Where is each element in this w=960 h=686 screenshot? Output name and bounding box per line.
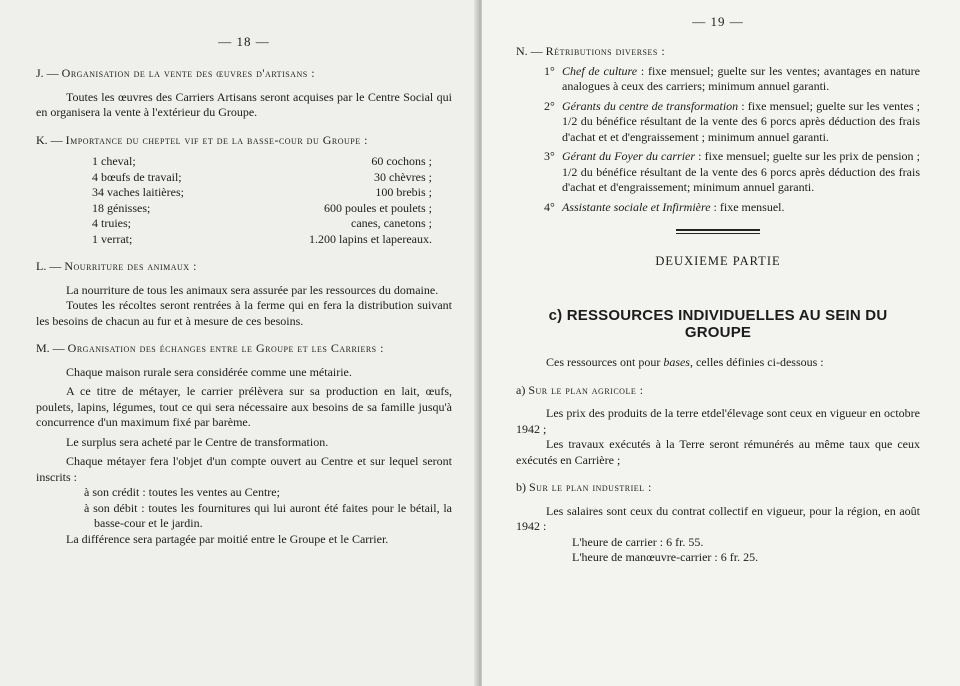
list-item: 3° Gérant du Foyer du carrier : fixe mensuel; guelte sur les prix de pension ; 1/2 du bénéfice résultant de la vente des 6 porcs après déduction des frais d'achat et d'engraissement; minimum annuel garanti.: [544, 149, 920, 194]
page-number-right: — 19 —: [692, 14, 744, 29]
list-item: L'heure de carrier : 6 fr. 55.: [572, 534, 704, 549]
divider: [676, 229, 760, 231]
page-right: [482, 0, 960, 686]
page-number-left: — 18 —: [218, 34, 270, 49]
section-j-text: Toutes les œuvres des Carriers Artisans seront acquises par le Centre Social qui en organisera la vente à l'extérieur du Groupe.: [36, 89, 452, 119]
intro-text: Ces ressources ont pour bases, celles définies ci-dessous :: [546, 355, 824, 369]
section-a-heading: a) Sur le plan agricole :: [516, 382, 644, 397]
section-b-p1: Les salaires sont ceux du contrat collectif en vigueur, pour la région, en août 1942 :: [516, 503, 920, 533]
section-title: c) RESSOURCES INDIVIDUELLES AU SEIN DU GROUPE: [548, 307, 888, 341]
section-n-heading: N. — Rétributions diverses :: [516, 44, 666, 58]
section-a-p2: Les travaux exécutés à la Terre seront rémunérés au même taux que ceux exécutés en Carrière ;: [516, 437, 920, 467]
section-k-heading: K. — Importance du cheptel vif et de la basse-cour du Groupe :: [36, 132, 368, 147]
list-item: 1° Chef de culture : fixe mensuel; guelte sur les ventes; avantages en nature analogues à ceux des carriers; minimum annuel garanti.: [544, 63, 920, 93]
page-left: [0, 0, 478, 686]
section-m-heading: M. — Organisation des échanges entre le Groupe et les Carriers :: [36, 341, 384, 355]
list-item: 2° Gérants du centre de transformation : fixe mensuel; guelte sur les ventes ; 1/2 du bénéfice résultant de la vente des 6 porcs après déduction des frais d'achat et et d'engraissement ; minimum annuel garanti.: [544, 98, 920, 144]
account-list: [84, 485, 452, 532]
livestock-col-2: 60 cochons ; 30 chèvres ; 100 brebis ; 600 poules et poulets ; canes, canetons ; 1.200 lapins et lapereaux.: [309, 154, 432, 246]
livestock-col-1: 1 cheval; 4 bœufs de travail; 34 vaches laitières; 18 génisses; 4 truies; 1 verrat;: [92, 154, 184, 246]
section-m-p5: La différence sera partagée par moitié entre le Groupe et le Carrier.: [66, 531, 389, 546]
part-title: DEUXIEME PARTIE: [655, 254, 781, 268]
section-m-p4: Chaque métayer fera l'objet d'un compte ouvert au Centre et sur lequel seront inscrits :: [36, 454, 452, 484]
section-l-heading: L. — Nourriture des animaux :: [36, 259, 197, 273]
list-item: L'heure de manœuvre-carrier : 6 fr. 25.: [572, 550, 759, 564]
section-m-p1: Chaque maison rurale sera considérée comme une métairie.: [66, 364, 352, 379]
wage-list: [572, 535, 920, 566]
divider: [676, 233, 760, 234]
section-j-heading: J. — Organisation de la vente des œuvres d'artisans :: [36, 66, 316, 80]
section-b-heading: b) Sur le plan industriel :: [516, 480, 652, 494]
list-item: 4° Assistante sociale et Infirmière : fixe mensuel.: [544, 199, 785, 214]
list-item: à son débit : toutes les fournitures qui lui auront été faites pour le bétail, la basse-cour et le jardin.: [84, 500, 452, 530]
section-l-p2: Toutes les récoltes seront rentrées à la ferme qui en fera la distribution suivant les besoins de chacun au fur et à mesure de ces besoins.: [36, 298, 452, 328]
section-m-p2: A ce titre de métayer, le carrier prélèvera sur sa production en lait, œufs, poulets, lapins, légumes, tout ce qui sera nécessaire aux besoins de sa famille jusqu'à concurrence d'un maximum fixé par barème.: [36, 384, 452, 429]
section-l-p1: La nourriture de tous les animaux sera assurée par les ressources du domaine.: [66, 282, 439, 297]
section-a-p1: Les prix des produits de la terre etdel'élevage sont ceux en vigueur en octobre 1942 ;: [516, 406, 920, 436]
list-item: à son crédit : toutes les ventes au Centre;: [84, 485, 280, 499]
livestock-list: [36, 154, 452, 247]
section-m-p3: Le surplus sera acheté par le Centre de transformation.: [66, 434, 329, 449]
